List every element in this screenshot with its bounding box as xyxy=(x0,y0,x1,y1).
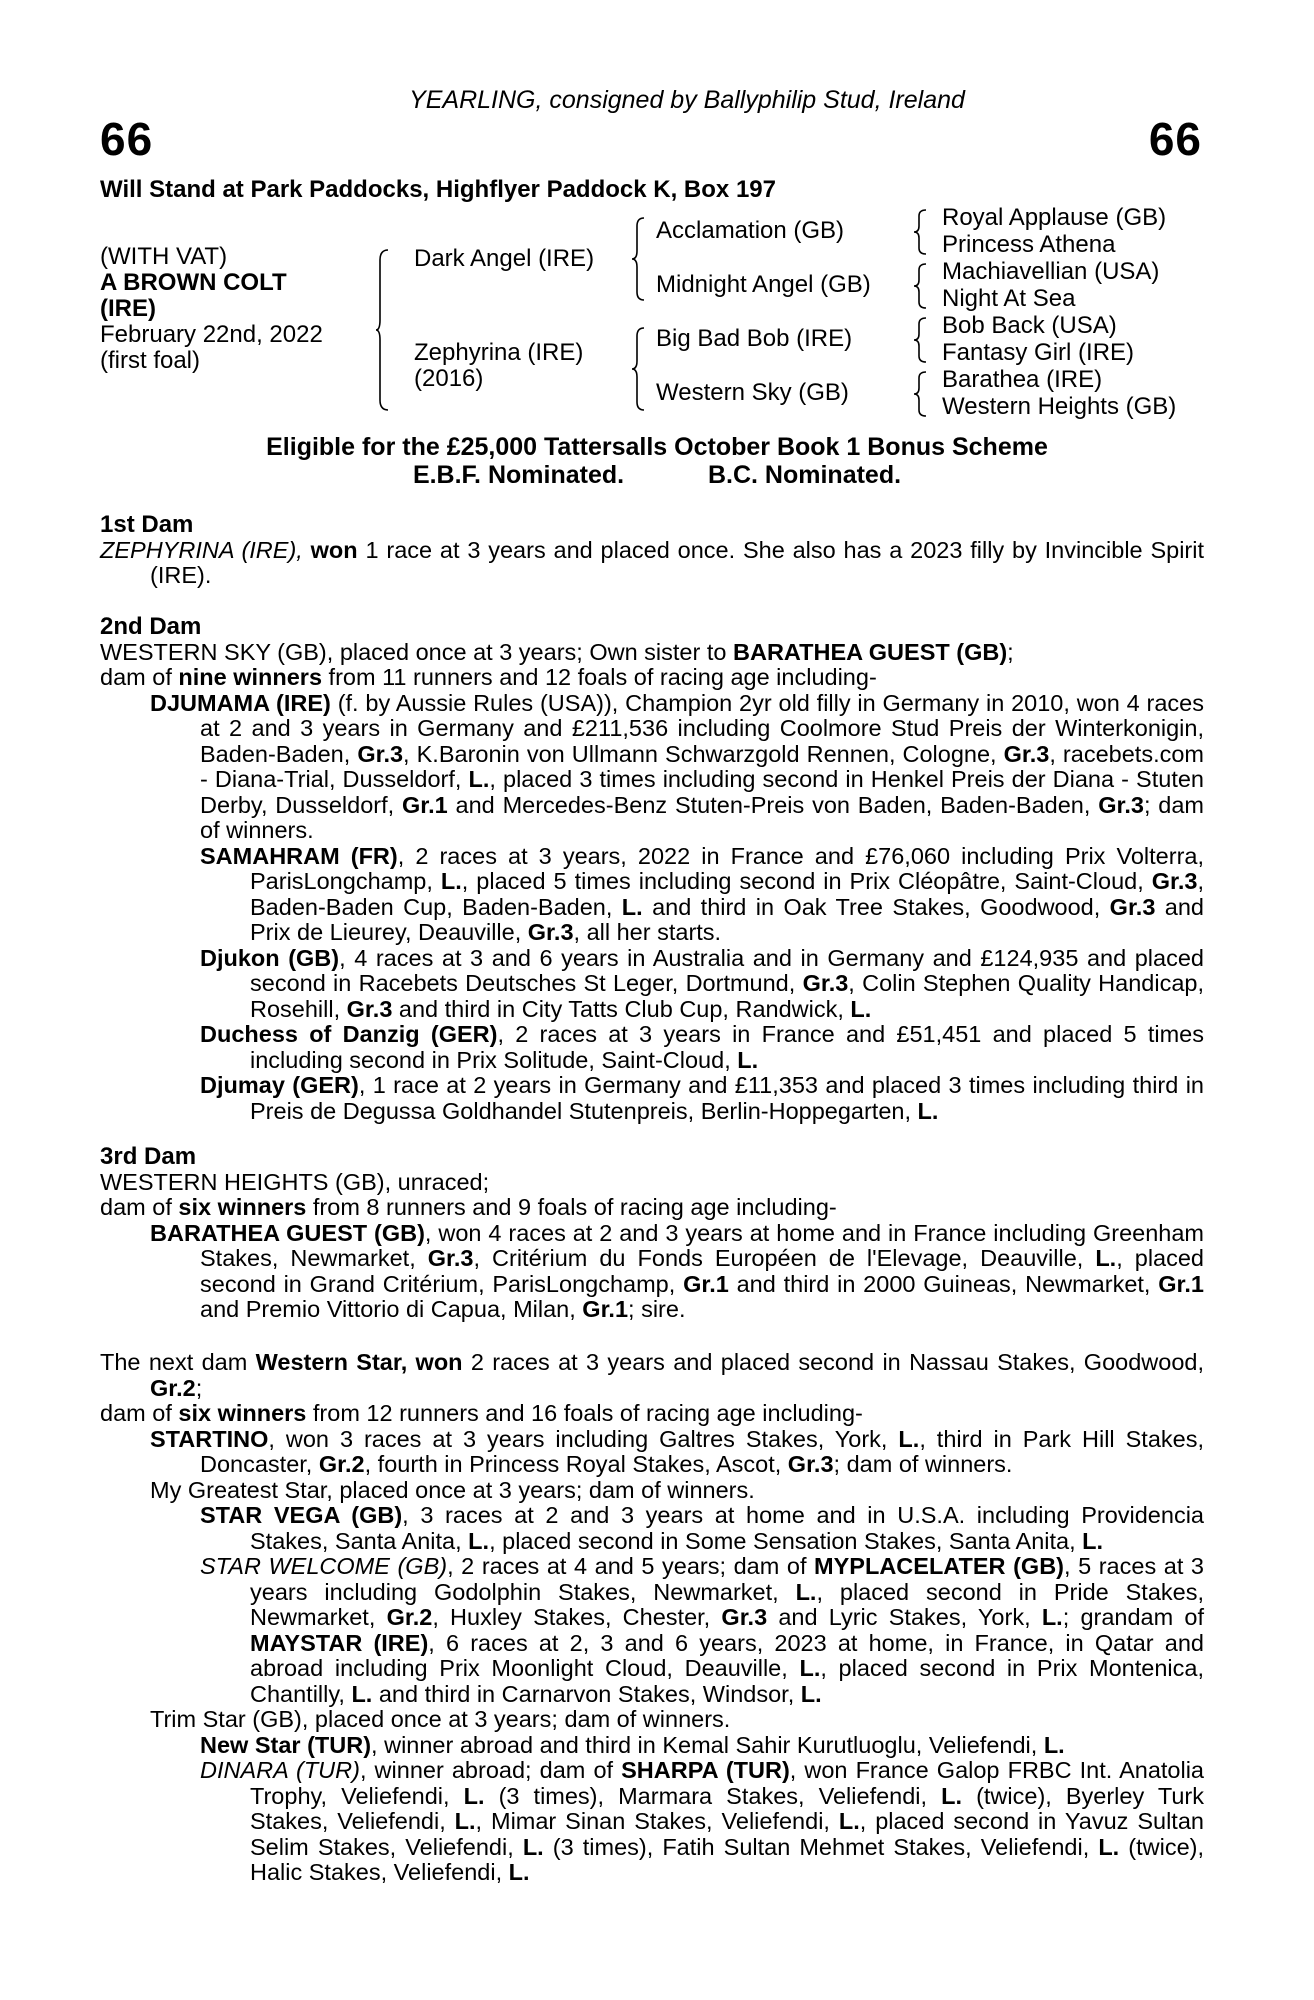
produce-barathea-guest: BARATHEA GUEST (GB), won 4 races at 2 and 3 years at home and in France including Greenham Stakes, Newmarket, Gr.3, Critérium du Fonds Européen de l'Elevage, Deauville, L., placed second in Grand Critérium, ParisLongchamp, Gr.1 and third in 2000 Guineas, Newmarket, Gr.1 and Premio Vittorio di Capua, Milan, Gr.1; sire. xyxy=(150,1219,1204,1322)
first-dam-heading: 1st Dam xyxy=(100,511,194,538)
lot-number-left: 66 xyxy=(100,113,154,165)
first-dam-name: ZEPHYRINA (IRE), xyxy=(100,536,303,563)
stand-location: Will Stand at Park Paddocks, Highflyer Paddock K, Box 197 xyxy=(100,176,776,203)
dam-name: Zephyrina (IRE) xyxy=(414,339,584,366)
produce-trim-star: Trim Star (GB), placed once at 3 years; dam of winners. xyxy=(150,1706,731,1732)
produce-djumay: Djumay (GER), 1 race at 2 years in Germany and £11,353 and placed 3 times including third in Preis de Degussa Goldhandel Stutenpreis, Berlin-Hoppegarten, L. xyxy=(200,1072,1204,1124)
produce-duchess-of-danzig: Duchess of Danzig (GER), 2 races at 3 years in France and £51,451 and placed 5 times including second in Prix Solitude, Saint-Cloud, L. xyxy=(200,1021,1204,1073)
ebf-nominated: E.B.F. Nominated. xyxy=(412,461,625,489)
vat-note: (WITH VAT) xyxy=(100,243,228,270)
dam-sire-name: Big Bad Bob (IRE) xyxy=(656,325,853,352)
pedigree-brace-g2 xyxy=(914,264,928,308)
third-dam-heading: 3rd Dam xyxy=(100,1143,197,1170)
produce-djukon: Djukon (GB), 4 races at 3 and 6 years in Australia and in Germany and £124,935 and placed second in Racebets Deutsches St Leger, Dortmund, Gr.3, Colin Stephen Quality Handicap, Rosehill, Gr.3 and third in City Tatts Club Cup, Randwick, L. xyxy=(200,944,1204,1022)
granddam-line-4: Night At Sea xyxy=(942,285,1076,312)
produce-dinara: DINARA (TUR), winner abroad; dam of SHARPA (TUR), won France Galop FRBC Int. Anatolia Trophy, Veliefendi, L. (3 times), Marmara Stakes, Veliefendi, L. (twice), Byerley Turk Stakes, Veliefendi, L., Mimar Sinan Stakes, Veliefendi, L., placed second in Yavuz Sultan Selim Stakes, Veliefendi, L. (3 times), Fatih Sultan Mehmet Stakes, Veliefendi, L. (twice), Halic Stakes, Veliefendi, L. xyxy=(200,1757,1205,1885)
first-dam-won: won xyxy=(310,536,358,563)
granddam-line-5: Bob Back (USA) xyxy=(942,312,1117,339)
pedigree-brace-g3 xyxy=(914,318,928,362)
produce-startino: STARTINO, won 3 races at 3 years including Galtres Stakes, York, L., third in Park Hill Stakes, Doncaster, Gr.2, fourth in Princess Royal Stakes, Ascot, Gr.3; dam of winners. xyxy=(150,1425,1204,1477)
second-dam-record: WESTERN SKY (GB), placed once at 3 years; Own sister to BARATHEA GUEST (GB); xyxy=(100,638,1014,665)
sire-sire-name: Acclamation (GB) xyxy=(656,217,845,244)
pedigree-brace-sire xyxy=(632,218,646,300)
produce-my-greatest-star: My Greatest Star, placed once at 3 years; dam of winners. xyxy=(150,1476,755,1503)
granddam-line-2: Princess Athena xyxy=(942,231,1116,258)
lot-description xyxy=(100,244,323,374)
first-dam-record: ZEPHYRINA (IRE), won 1 race at 3 years and placed once. She also has a 2023 filly by Invincible Spirit (IRE). xyxy=(100,536,1204,588)
granddam-line-3: Machiavellian (USA) xyxy=(942,258,1160,285)
pedigree-brace-g1 xyxy=(914,210,928,254)
third-dam-section xyxy=(100,1144,1204,1323)
lot-number-right: 66 xyxy=(1148,113,1202,165)
third-dam-produce: dam of six winners from 8 runners and 9 foals of racing age including- xyxy=(100,1194,837,1220)
sire-dam-name: Midnight Angel (GB) xyxy=(656,271,871,298)
produce-samahram: SAMAHRAM (FR), 2 races at 3 years, 2022 in France and £76,060 including Prix Volterra, ParisLongchamp, L., placed 5 times including second in Prix Cléopâtre, Saint-Cloud, Gr.3, Baden-Baden Cup, Baden-Baden, L. and third in Oak Tree Stakes, Goodwood, Gr.3 and Prix de Lieurey, Deauville, Gr.3, all her starts. xyxy=(200,842,1205,945)
produce-star-vega: STAR VEGA (GB), 3 races at 2 and 3 years at home and in U.S.A. including Providencia Stakes, Santa Anita, L., placed second in Some Sensation Stakes, Santa Anita, L. xyxy=(200,1502,1204,1554)
produce-djumama: DJUMAMA (IRE) (f. by Aussie Rules (USA)), Champion 2yr old filly in Germany in 2010, won 4 races at 2 and 3 years in Germany and £211,536 including Coolmore Stud Preis der Winterkonigin, Baden-Baden, Gr.3, K.Baronin von Ullmann Schwarzgold Rennen, Cologne, Gr.3, racebets.com - Diana-Trial, Dusseldorf, L., placed 3 times including second in Henkel Preis der Diana - Stuten Derby, Dusseldorf, Gr.1 and Mercedes-Benz Stuten-Preis von Baden, Baden-Baden, Gr.3; dam of winners. xyxy=(150,689,1205,843)
pedigree-brace-g4 xyxy=(914,372,928,416)
granddam-line-7: Barathea (IRE) xyxy=(942,366,1103,393)
nominations xyxy=(0,461,1314,490)
pedigree-brace-dam xyxy=(632,328,646,410)
dam-year: (2016) xyxy=(414,365,484,392)
first-dam-section xyxy=(100,512,1204,589)
next-dam-record: The next dam Western Star, won 2 races at 3 years and placed second in Nassau Stakes, Goodwood, Gr.2; xyxy=(100,1349,1204,1401)
colt-origin: (IRE) xyxy=(100,295,156,322)
second-dam-section xyxy=(100,614,1204,1124)
second-dam-produce: dam of nine winners from 11 runners and 12 foals of racing age including- xyxy=(100,664,877,690)
colt-description: A BROWN COLT xyxy=(100,269,287,296)
next-dam-produce: dam of six winners from 12 runners and 16 foals of racing age including- xyxy=(100,1400,863,1426)
third-dam-record: WESTERN HEIGHTS (GB), unraced; xyxy=(100,1168,490,1195)
next-dam-section xyxy=(100,1350,1204,1886)
dam-dam-name: Western Sky (GB) xyxy=(656,379,849,406)
bonus-scheme-eligibility: Eligible for the £25,000 Tattersalls October Book 1 Bonus Scheme xyxy=(266,433,1048,461)
foaling-date: February 22nd, 2022 xyxy=(100,321,323,348)
sire-name: Dark Angel (IRE) xyxy=(414,245,595,272)
granddam-line-1: Royal Applause (GB) xyxy=(942,204,1167,231)
page-header-title: YEARLING, consigned by Ballyphilip Stud, Ireland xyxy=(409,86,965,114)
second-dam-heading: 2nd Dam xyxy=(100,613,202,640)
bc-nominated: B.C. Nominated. xyxy=(707,461,902,489)
produce-new-star: New Star (TUR), winner abroad and third in Kemal Sahir Kurutluoglu, Veliefendi, L. xyxy=(200,1731,1065,1758)
granddam-line-8: Western Heights (GB) xyxy=(942,393,1177,420)
pedigree-brace-main xyxy=(376,250,390,410)
foal-note: (first foal) xyxy=(100,347,201,374)
granddam-line-6: Fantasy Girl (IRE) xyxy=(942,339,1135,366)
produce-star-welcome: STAR WELCOME (GB), 2 races at 4 and 5 years; dam of MYPLACELATER (GB), 5 races at 3 years including Godolphin Stakes, Newmarket, L., placed second in Pride Stakes, Newmarket, Gr.2, Huxley Stakes, Chester, Gr.3 and Lyric Stakes, York, L.; grandam of MAYSTAR (IRE), 6 races at 2, 3 and 6 years, 2023 at home, in France, in Qatar and abroad including Prix Moonlight Cloud, Deauville, L., placed second in Prix Montenica, Chantilly, L. and third in Carnarvon Stakes, Windsor, L. xyxy=(200,1553,1205,1707)
